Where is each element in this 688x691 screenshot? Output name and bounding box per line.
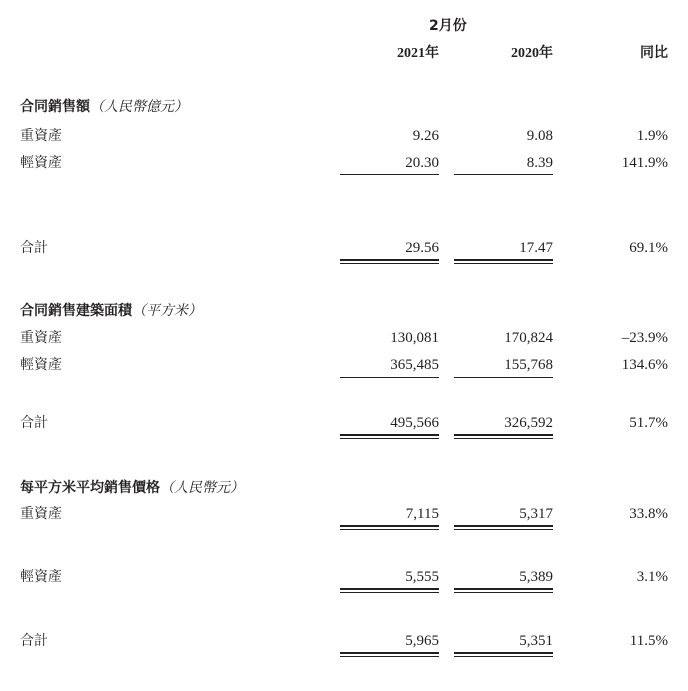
cell-2021: 20.30 <box>405 155 439 171</box>
total-double-rule <box>340 588 439 593</box>
cell-2021: 9.26 <box>412 128 439 144</box>
cell-yoy: 134.6% <box>621 357 668 373</box>
cell-yoy: 1.9% <box>636 128 668 144</box>
cell-2020: 170,824 <box>504 330 553 346</box>
total-double-rule <box>340 525 439 530</box>
row-label-light-assets: 輕資產 <box>20 155 62 171</box>
cell-2021: 130,081 <box>390 330 439 346</box>
cell-2021: 7,115 <box>405 506 439 522</box>
cell-2020: 9.08 <box>526 128 553 144</box>
column-header-2020: 2020年 <box>511 46 553 61</box>
cell-2021: 365,485 <box>390 357 439 373</box>
cell-2020: 155,768 <box>504 357 553 373</box>
total-double-rule <box>454 588 553 593</box>
subtotal-rule <box>454 377 553 378</box>
total-double-rule <box>454 652 553 657</box>
section-title-text: 合同銷售建築面積 <box>20 303 132 319</box>
cell-yoy: 3.1% <box>636 569 668 585</box>
cell-2021: 29.56 <box>405 240 439 256</box>
column-header-2021: 2021年 <box>397 46 439 61</box>
cell-2020: 17.47 <box>519 240 553 256</box>
row-label-total: 合計 <box>20 633 48 649</box>
cell-2020: 5,351 <box>519 633 553 649</box>
cell-yoy: –23.9% <box>621 330 668 346</box>
row-label-heavy-assets: 重資產 <box>20 128 62 144</box>
cell-yoy: 33.8% <box>629 506 668 522</box>
cell-2020: 5,389 <box>519 569 553 585</box>
cell-yoy: 51.7% <box>629 415 668 431</box>
subtotal-rule <box>340 174 439 175</box>
section-title-text: 合同銷售額 <box>20 99 90 115</box>
row-label-total: 合計 <box>20 415 48 431</box>
cell-yoy: 141.9% <box>621 155 668 171</box>
row-label-light-assets: 輕資產 <box>20 569 62 585</box>
total-double-rule <box>340 434 439 439</box>
cell-2021: 5,555 <box>405 569 439 585</box>
cell-2021: 495,566 <box>390 415 439 431</box>
column-header-yoy: 同比 <box>640 46 668 61</box>
subtotal-rule <box>454 174 553 175</box>
total-double-rule <box>454 259 553 264</box>
row-label-heavy-assets: 重資產 <box>20 330 62 346</box>
cell-2021: 5,965 <box>405 633 439 649</box>
cell-yoy: 69.1% <box>629 240 668 256</box>
total-double-rule <box>454 525 553 530</box>
section-unit: （人民幣億元） <box>90 99 188 115</box>
cell-2020: 326,592 <box>504 415 553 431</box>
subtotal-rule <box>340 377 439 378</box>
section-title-contract-sales <box>20 98 188 116</box>
cell-2020: 5,317 <box>519 506 553 522</box>
total-double-rule <box>340 259 439 264</box>
total-double-rule <box>340 652 439 657</box>
section-unit: （人民幣元） <box>160 480 244 496</box>
section-unit: （平方米） <box>132 303 202 319</box>
row-label-light-assets: 輕資產 <box>20 357 62 373</box>
row-label-heavy-assets: 重資產 <box>20 506 62 522</box>
period-header: 2月份 <box>429 18 467 34</box>
total-double-rule <box>454 434 553 439</box>
section-title-contract-gfa <box>20 302 202 320</box>
row-label-total: 合計 <box>20 240 48 256</box>
section-title-text: 每平方米平均銷售價格 <box>20 480 160 496</box>
section-title-average-price <box>20 479 244 497</box>
cell-2020: 8.39 <box>526 155 553 171</box>
cell-yoy: 11.5% <box>629 633 668 649</box>
